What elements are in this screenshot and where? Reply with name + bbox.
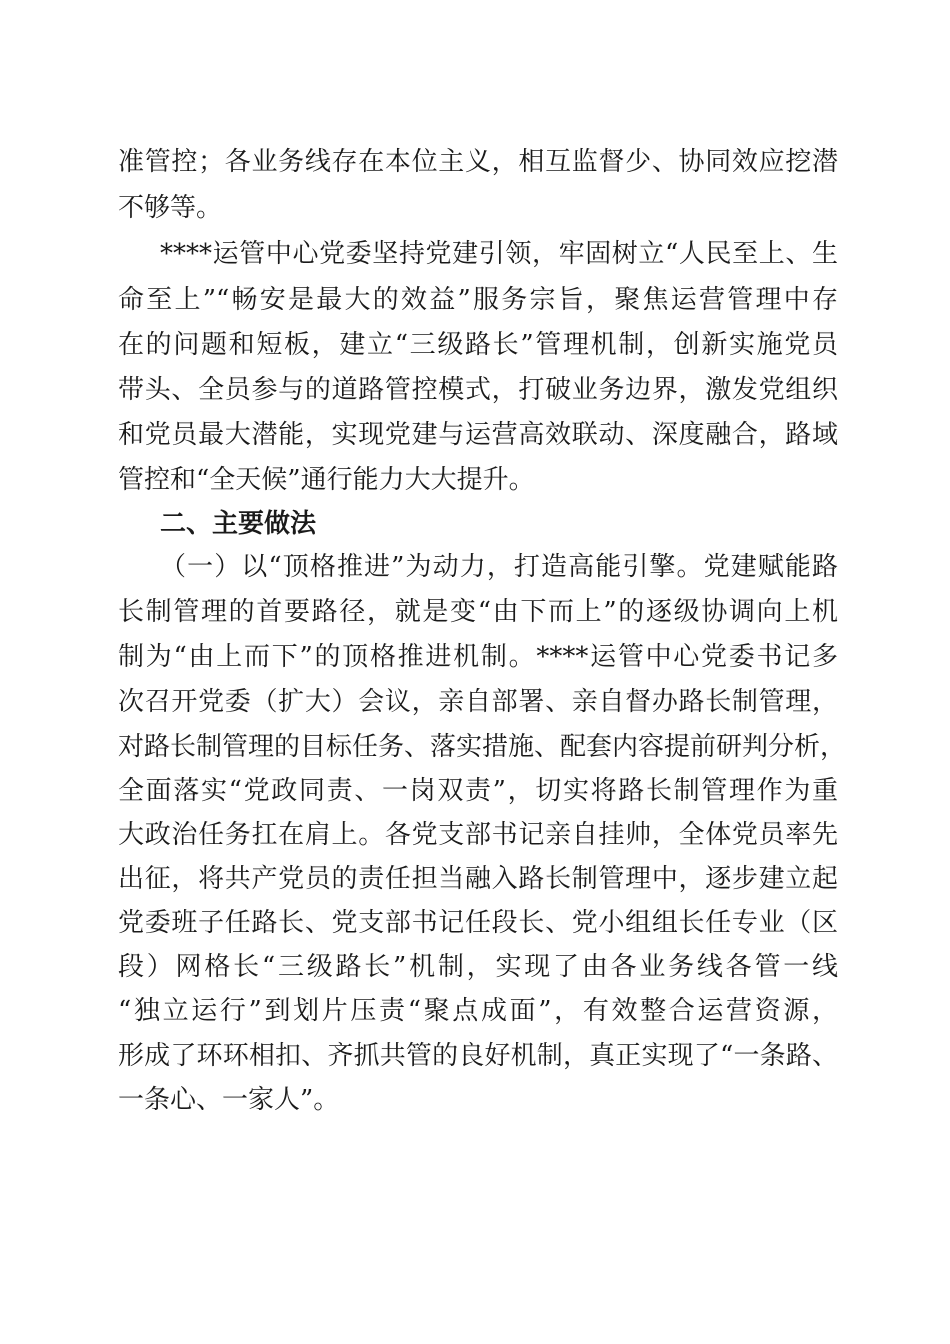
text-line: 党委班子任路长、党支部书记任段长、党小组组长任专业（区 [118,908,838,938]
paragraph-start-line: （一）以“顶格推进”为动力，打造高能引擎。党建赋能路 [160,552,838,582]
text-line: 对路长制管理的目标任务、落实措施、配套内容提前研判分析， [118,732,847,762]
text-line: “独立运行”到划片压责“聚点成面”，有效整合运营资源， [118,996,838,1026]
paragraph-start-line: ****运管中心党委坚持党建引领，牢固树立“人民至上、生 [160,239,838,269]
text-line: 带头、全员参与的道路管控模式，打破业务边界，激发党组织 [118,375,838,405]
text-line: 次召开党委（扩大）会议，亲自部署、亲自督办路长制管理， [118,687,838,717]
text-line: 制为“由上而下”的顶格推进机制。****运管中心党委书记多 [118,642,838,672]
section-heading: 二、主要做法 [160,509,317,539]
text-line: 不够等。 [118,193,223,223]
text-line: 形成了环环相扣、齐抓共管的良好机制，真正实现了“一条路、 [118,1041,838,1071]
text-line: 准管控；各业务线存在本位主义，相互监督少、协同效应挖潜 [118,147,838,177]
text-line: 长制管理的首要路径，就是变“由下而上”的逐级协调向上机 [118,597,838,627]
text-line: 管控和“全天候”通行能力大大提升。 [118,465,535,495]
text-line: 段）网格长“三级路长”机制，实现了由各业务线各管一线 [118,952,838,982]
text-line: 命至上”“畅安是最大的效益”服务宗旨，聚焦运营管理中存 [118,285,838,315]
text-line: 和党员最大潜能，实现党建与运营高效联动、深度融合，路域 [118,420,838,450]
text-line: 全面落实“党政同责、一岗双责”，切实将路长制管理作为重 [118,776,838,806]
text-line: 出征，将共产党员的责任担当融入路长制管理中，逐步建立起 [118,864,838,894]
text-line: 一条心、一家人”。 [118,1085,340,1115]
text-line: 大政治任务扛在肩上。各党支部书记亲自挂帅，全体党员率先 [118,820,838,850]
text-line: 在的问题和短板，建立“三级路长”管理机制，创新实施党员 [118,330,838,360]
